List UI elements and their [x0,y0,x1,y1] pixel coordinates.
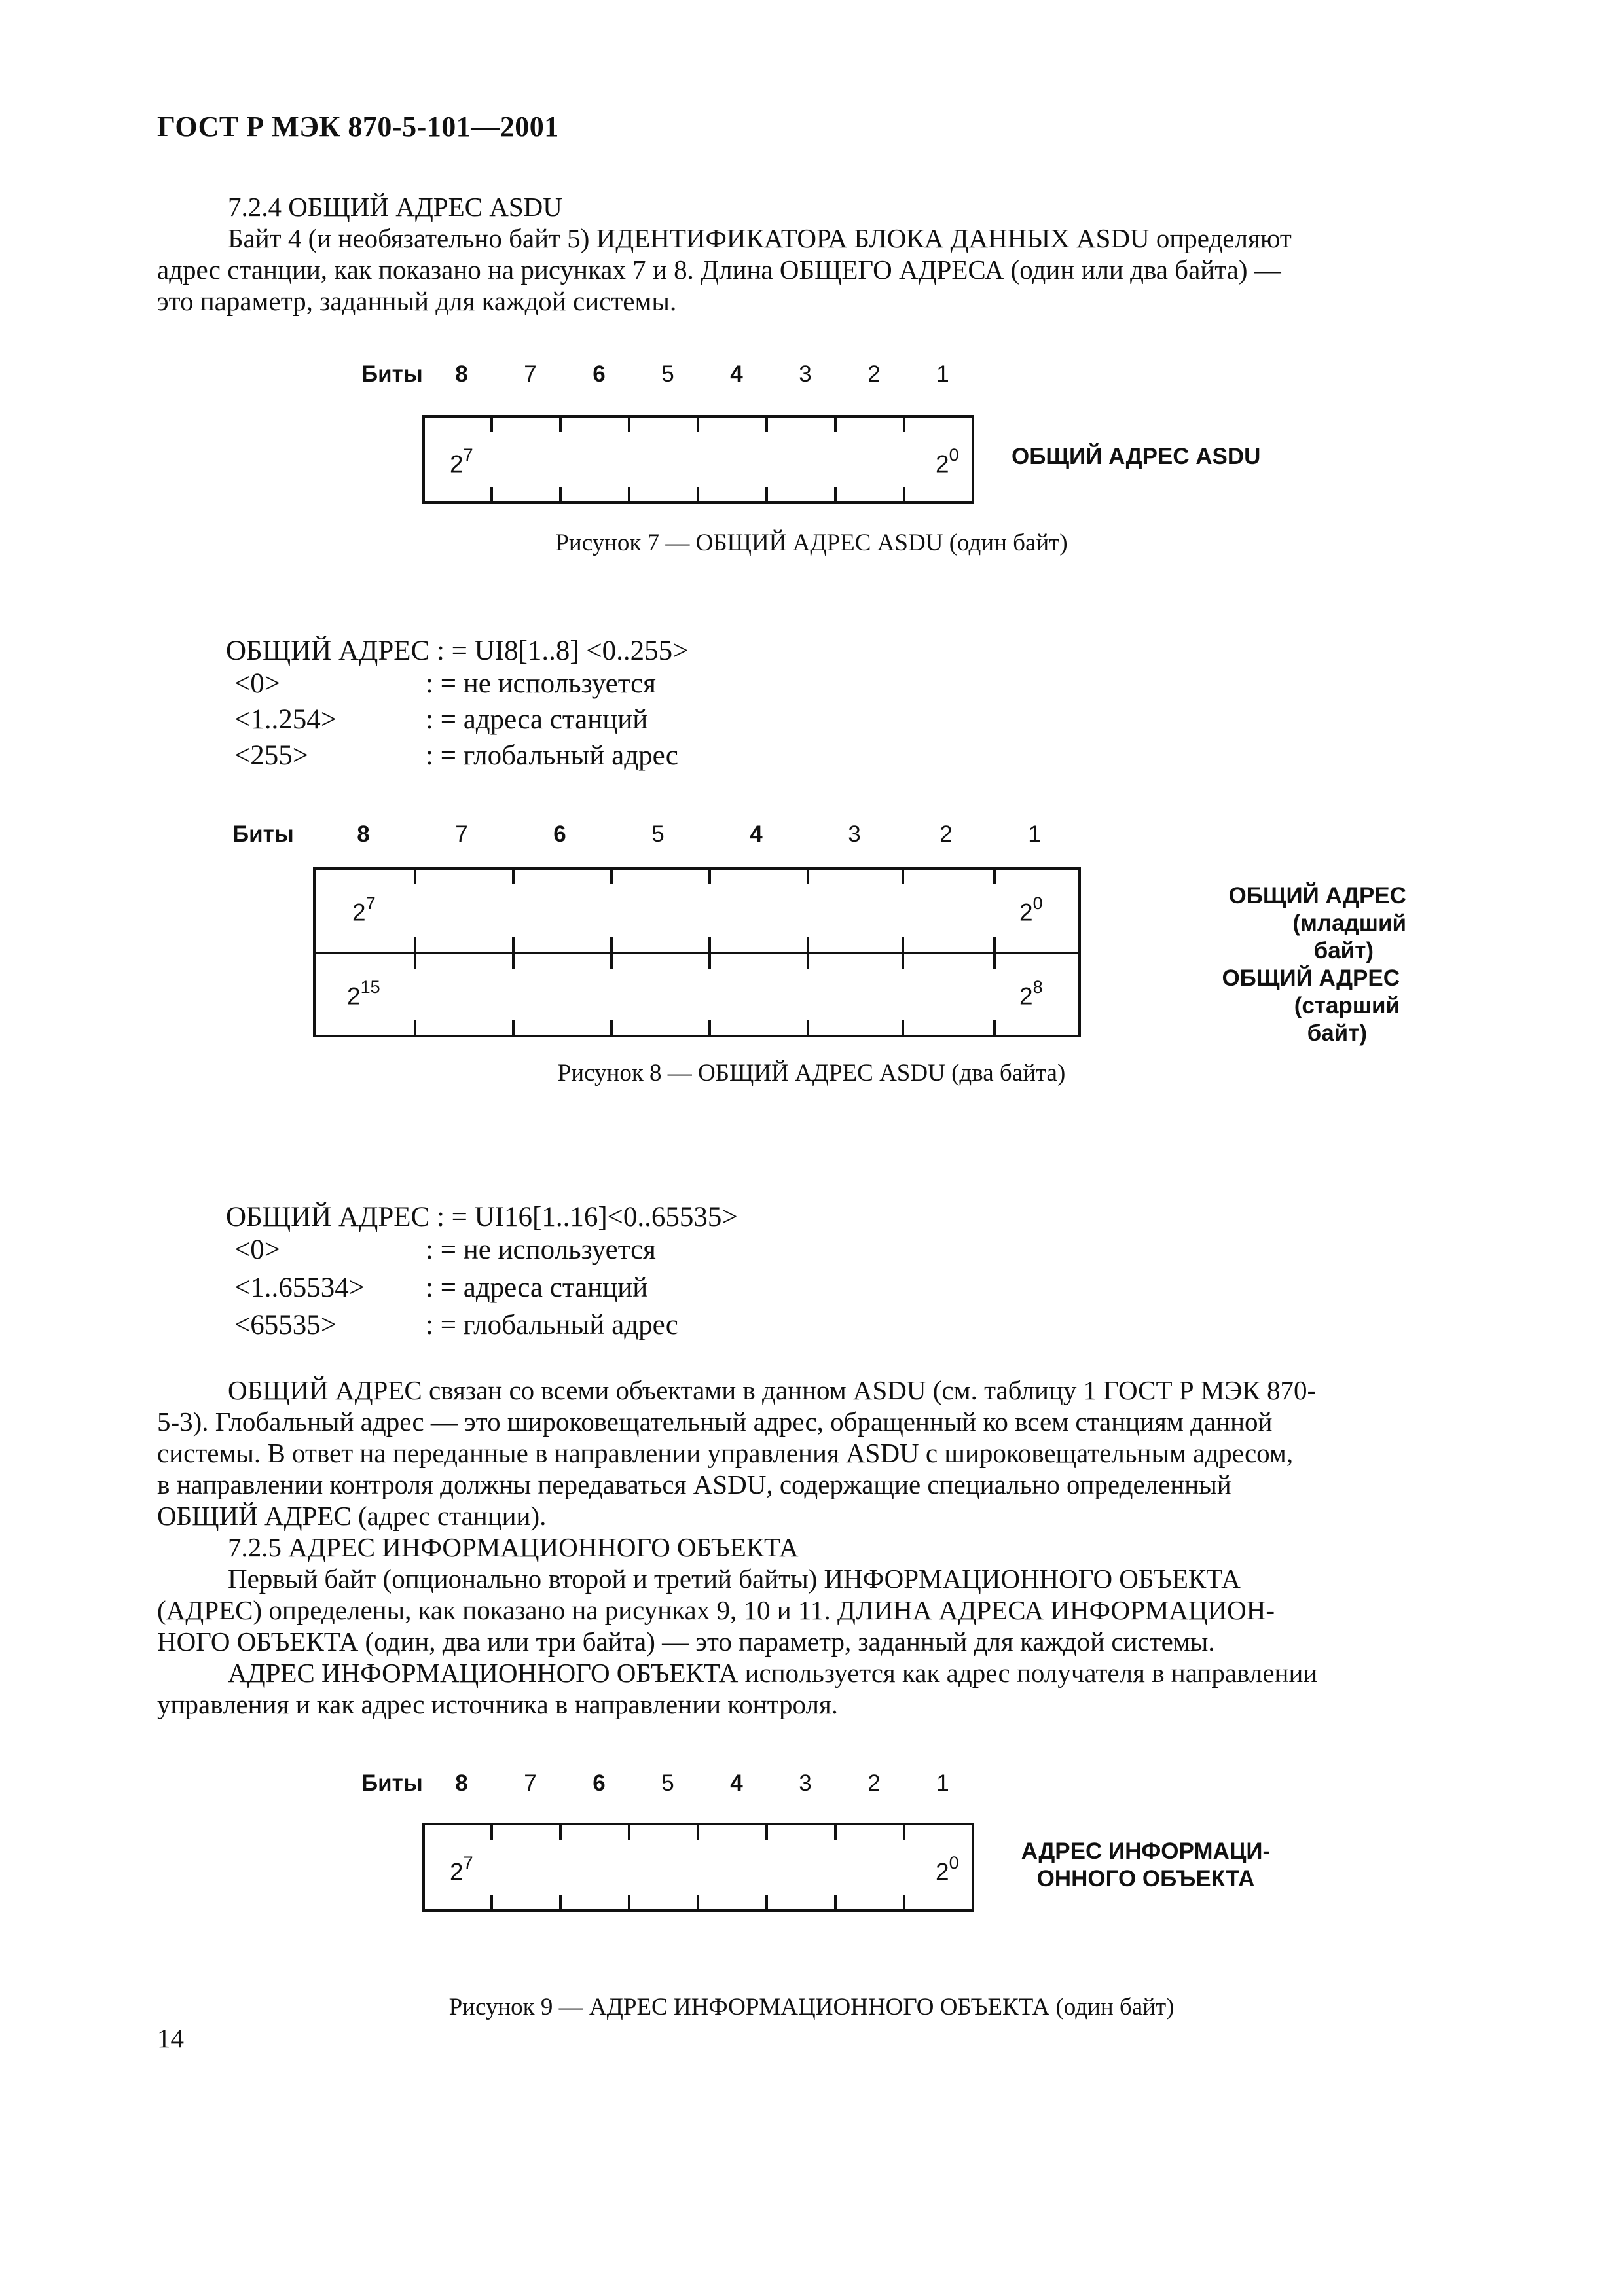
bit-number: 2 [867,1770,881,1796]
bit-number: 1 [1028,821,1041,847]
lsb-weight: $2^0$ [936,1853,959,1886]
bit-number: 1 [936,1770,949,1796]
definition-value: : = не используется [426,668,656,699]
page-number: 14 [157,2023,184,2053]
paragraph-line: системы. В ответ на переданные в направлении управления ASDU с широковещательным адресом, [157,1438,1294,1468]
bit-number: 4 [730,361,743,387]
definition-title: ОБЩИЙ АДРЕС : = UI16[1..16]<0..65535> [226,1202,738,1232]
definition-value: : = адреса станций [426,704,648,735]
paragraph-line: это параметр, заданный для каждой системы. [157,286,677,316]
msb-weight: $2^7$ [352,893,376,926]
field-label: АДРЕС ИНФОРМАЦИ- ОННОГО ОБЪЕКТА [1021,1839,1271,1892]
bit-number: 2 [867,361,881,387]
bit-number: 8 [455,361,468,387]
bit-number: 3 [799,361,812,387]
bit-number: 6 [593,1770,606,1796]
msb-weight: $2^7$ [450,445,473,478]
definition-value: : = глобальный адрес [426,740,678,771]
definition-key: <1..65534> [234,1272,365,1303]
bit-number: 8 [455,1770,468,1796]
definition-value: : = не используется [426,1234,656,1265]
lsb-weight: $2^0$ [1019,893,1043,926]
paragraph-line: управления и как адрес источника в направлении контроля. [157,1689,839,1719]
bit-number: 5 [661,361,674,387]
bit-number: 7 [455,821,468,847]
paragraph-line: 5-3). Глобальный адрес — это широковещательный адрес, обращенный ко всем станциям данной [157,1407,1273,1437]
section-heading-7-2-4: 7.2.4 ОБЩИЙ АДРЕС ASDU [228,192,562,222]
definition-value: : = глобальный адрес [426,1310,678,1340]
paragraph-line: адрес станции, как показано на рисунках 7 и 8. Длина ОБЩЕГО АДРЕСА (один или два байта) — [157,255,1281,285]
definition-value: : = адреса станций [426,1272,648,1303]
definition-key: <255> [234,740,309,771]
paragraph-line: (АДРЕС) определены, как показано на рисунках 9, 10 и 11. ДЛИНА АДРЕСА ИНФОРМАЦИОН- [157,1595,1275,1625]
bits-label: Биты [361,361,423,387]
bit-number: 3 [848,821,861,847]
bit-number: 7 [524,1770,537,1796]
bit-number: 7 [524,361,537,387]
paragraph-line: в направлении контроля должны передаваться ASDU, содержащие специально определенный [157,1469,1231,1499]
lsb-weight: $2^0$ [936,445,959,478]
document-header: ГОСТ Р МЭК 870-5-101—2001 [157,111,559,143]
definition-key: <1..254> [234,704,337,735]
two-octet-box [313,867,1081,1037]
paragraph-line: ОБЩИЙ АДРЕС связан со всеми объектами в данном ASDU (см. таблицу 1 ГОСТ Р МЭК 870- [228,1375,1317,1405]
paragraph-line: Первый байт (опционально второй и третий байты) ИНФОРМАЦИОННОГО ОБЪЕКТА [228,1564,1241,1594]
bit-number: 1 [936,361,949,387]
definition-title: ОБЩИЙ АДРЕС : = UI8[1..8] <0..255> [226,636,689,666]
paragraph-line: ОБЩИЙ АДРЕС (адрес станции). [157,1501,547,1531]
paragraph-line: Байт 4 (и необязательно байт 5) ИДЕНТИФИКАТОРА БЛОКА ДАННЫХ ASDU определяют [228,223,1292,253]
section-heading-7-2-5: 7.2.5 АДРЕС ИНФОРМАЦИОННОГО ОБЪЕКТА [228,1532,799,1562]
figure-caption: Рисунок 8 — ОБЩИЙ АДРЕС ASDU (два байта) [557,1060,1066,1086]
bit-number: 6 [593,361,606,387]
definition-key: <65535> [234,1310,337,1340]
bits-label: Биты [361,1770,423,1796]
octet-box [422,415,974,504]
octet-box [422,1823,974,1912]
figure-caption: Рисунок 9 — АДРЕС ИНФОРМАЦИОННОГО ОБЪЕКТА (один байт) [448,1994,1175,2020]
field-label-high-byte: ОБЩИЙ АДРЕС (старший байт) [1222,965,1400,1046]
msb-weight: $2^7$ [450,1853,473,1886]
bit-number: 6 [553,821,566,847]
bit-number: 4 [750,821,763,847]
bit-number: 8 [357,821,370,847]
paragraph-line: НОГО ОБЪЕКТА (один, два или три байта) — это параметр, заданный для каждой системы. [157,1626,1215,1657]
bits-label: Биты [232,821,294,847]
bit-number: 4 [730,1770,743,1796]
field-label: ОБЩИЙ АДРЕС ASDU [1012,444,1261,469]
lsb-weight: $2^8$ [1019,977,1043,1010]
field-label-low-byte: ОБЩИЙ АДРЕС (младший байт) [1228,883,1406,963]
figure-caption: Рисунок 7 — ОБЩИЙ АДРЕС ASDU (один байт) [555,529,1068,556]
definition-key: <0> [234,1234,281,1265]
paragraph-line: АДРЕС ИНФОРМАЦИОННОГО ОБЪЕКТА используется как адрес получателя в направлении [228,1658,1318,1688]
bit-number: 5 [651,821,665,847]
msb-weight: $2^{15}$ [347,977,380,1010]
bit-number: 5 [661,1770,674,1796]
bit-number: 2 [939,821,953,847]
definition-key: <0> [234,668,281,699]
bit-number: 3 [799,1770,812,1796]
